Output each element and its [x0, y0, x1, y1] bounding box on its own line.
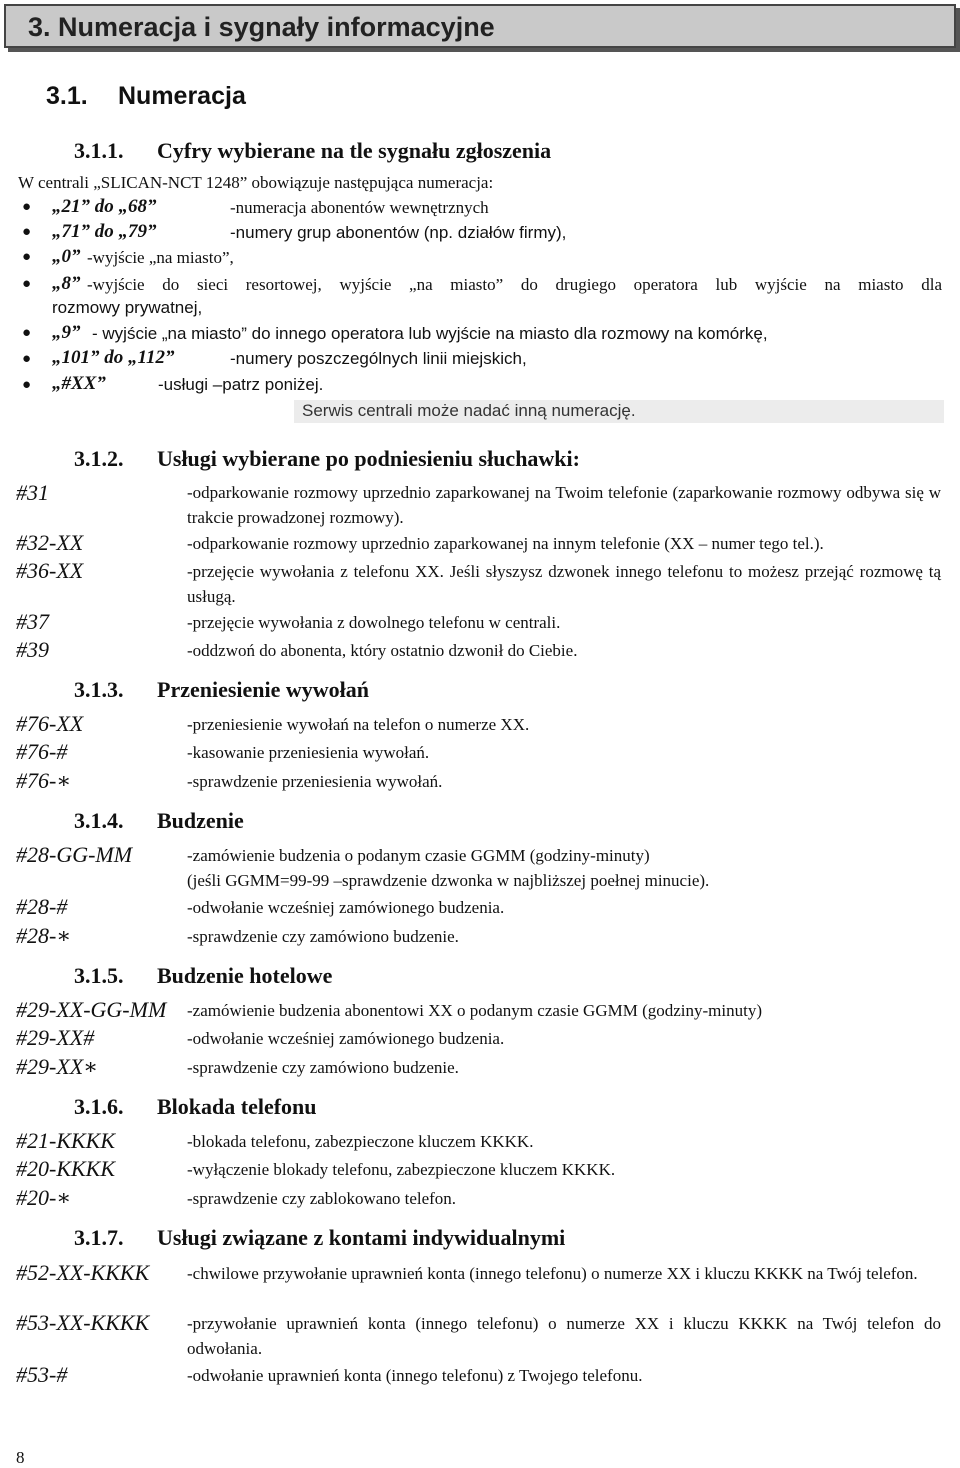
bullet-icon: ●: [22, 377, 32, 393]
service-code: #53-#: [16, 1362, 68, 1387]
bullet-icon: ●: [22, 325, 32, 341]
service-description: -odwołanie wcześniej zamówionego budzenia.: [187, 1029, 505, 1048]
service-description: -sprawdzenie przeniesienia wywołań.: [187, 772, 443, 791]
service-description: -sprawdzenie czy zamówiono budzenie.: [187, 1058, 459, 1077]
bullet-icon: ●: [22, 351, 32, 367]
page-number: 8: [16, 1448, 25, 1467]
service-note: Serwis centrali może nadać inną numerację.: [302, 401, 636, 420]
service-code: #28-#: [16, 894, 68, 919]
service-code: #29-XX#: [16, 1025, 95, 1050]
service-description: -chwilowe przywołanie uprawnień konta (innego telefonu) o numerze XX i kluczu KKKK na Twój telefon.: [187, 1264, 918, 1283]
service-code: #32-XX: [16, 530, 84, 555]
bullet-icon: ●: [22, 276, 32, 292]
service-code: #76-∗: [16, 768, 72, 793]
service-code: #52-XX-KKKK: [16, 1260, 150, 1285]
service-description: -kasowanie przeniesienia wywołań.: [187, 743, 430, 762]
service-code: #36-XX: [16, 558, 84, 583]
subsection-heading-315: [74, 963, 332, 989]
service-description-continued: (jeśli GGMM=99-99 –sprawdzenie dzwonka w najbliższej poełnej minucie).: [187, 871, 710, 890]
numbering-code: „71” do „79”: [52, 221, 157, 242]
subsection-number: 3.1.7.: [74, 1225, 124, 1250]
numbering-text: - wyjście „na miasto” do innego operatora lub wyjście na miasto dla rozmowy na komórkę,: [92, 324, 768, 343]
numbering-text: -numeracja abonentów wewnętrznych: [230, 198, 489, 217]
service-code: #20-KKKK: [16, 1156, 116, 1181]
section-title: Numeracja: [118, 82, 246, 110]
service-description: -odparkowanie rozmowy uprzednio zaparkowanej na innym telefonie (XX – numer tego tel.).: [187, 534, 824, 553]
service-description: -oddzwoń do abonenta, który ostatnio dzwonił do Ciebie.: [187, 641, 578, 660]
service-code: #28-GG-MM: [16, 842, 133, 867]
service-description: -zamówienie budzenia o podanym czasie GGMM (godziny-minuty): [187, 846, 650, 865]
service-code: #76-#: [16, 739, 68, 764]
subsection-number: 3.1.2.: [74, 446, 124, 471]
numbering-intro: W centrali „SLICAN-NCT 1248” obowiązuje następująca numeracja:: [18, 173, 494, 192]
subsection-heading-311: [74, 138, 551, 164]
service-description: -blokada telefonu, zabezpieczone kluczem KKKK.: [187, 1132, 534, 1151]
numbering-text: -usługi –patrz poniżej.: [158, 375, 324, 394]
numbering-code: „21” do „68”: [52, 196, 157, 217]
service-code: #29-XX-GG-MM: [16, 997, 167, 1022]
subsection-heading-316: [74, 1094, 317, 1120]
numbering-text: -wyjście do sieci resortowej, wyjście „na miasto” do drugiego operatora lub wyjście na miasto dla: [87, 275, 942, 294]
service-description: -sprawdzenie czy zamówiono budzenie.: [187, 927, 459, 946]
bullet-icon: ●: [22, 199, 32, 215]
subsection-heading-317: [74, 1225, 565, 1251]
service-code: #39: [16, 637, 49, 662]
service-description: -zamówienie budzenia abonentowi XX o podanym czasie GGMM (godziny-minuty): [187, 1001, 763, 1020]
numbering-code: „101” do „112”: [52, 347, 175, 368]
service-description: -wyłączenie blokady telefonu, zabezpieczone kluczem KKKK.: [187, 1160, 616, 1179]
service-description: -przejęcie wywołania z telefonu XX. Jeśli słyszysz dzwonek innego telefonu to możesz przejąć rozmowę tą usługą.: [187, 562, 941, 606]
subsection-heading-314: [74, 808, 244, 834]
subsection-title: Blokada telefonu: [157, 1094, 317, 1119]
service-description: -przejęcie wywołania z dowolnego telefonu w centrali.: [187, 613, 561, 632]
service-code: #28-∗: [16, 923, 72, 948]
subsection-title: Usługi wybierane po podniesieniu słuchawki:: [157, 446, 580, 471]
service-description: -odparkowanie rozmowy uprzednio zaparkowanej na Twoim telefonie (zaparkowanie rozmowy odbywa się w trakcie prowadzonej rozmowy).: [187, 483, 941, 527]
bullet-icon: ●: [22, 224, 32, 240]
service-description: -przeniesienie wywołań na telefon o numerze XX.: [187, 715, 530, 734]
chapter-banner: [4, 4, 956, 48]
numbering-text: -numery poszczególnych linii miejskich,: [230, 349, 527, 368]
service-code: #53-XX-KKKK: [16, 1310, 150, 1335]
subsection-heading-313: [74, 677, 369, 703]
subsection-title: Cyfry wybierane na tle sygnału zgłoszenia: [157, 138, 552, 163]
subsection-number: 3.1.6.: [74, 1094, 124, 1119]
service-code: #31: [16, 480, 49, 505]
subsection-title: Usługi związane z kontami indywidualnymi: [157, 1225, 566, 1250]
service-code: #21-KKKK: [16, 1128, 116, 1153]
numbering-text: -wyjście „na miasto”,: [87, 248, 234, 267]
service-code: #76-XX: [16, 711, 84, 736]
subsection-title: Budzenie hotelowe: [157, 963, 333, 988]
numbering-code: „#XX”: [52, 373, 106, 394]
subsection-number: 3.1.5.: [74, 963, 124, 988]
service-description: -przywołanie uprawnień konta (innego telefonu) o numerze XX i kluczu KKKK na Twój telefon do odwołania.: [187, 1314, 941, 1358]
numbering-code: „0”: [52, 246, 81, 267]
section-heading: [46, 82, 246, 111]
subsection-number: 3.1.1.: [74, 138, 124, 163]
numbering-text: -numery grup abonentów (np. działów firmy),: [230, 223, 567, 242]
subsection-number: 3.1.3.: [74, 677, 124, 702]
numbering-code: „9”: [52, 322, 81, 343]
bullet-icon: ●: [22, 249, 32, 265]
numbering-text-continued: rozmowy prywatnej,: [52, 298, 203, 317]
subsection-number: 3.1.4.: [74, 808, 124, 833]
section-number: 3.1.: [46, 82, 88, 110]
service-description: -odwołanie wcześniej zamówionego budzenia.: [187, 898, 505, 917]
service-description: -sprawdzenie czy zablokowano telefon.: [187, 1189, 457, 1208]
service-code: #29-XX∗: [16, 1054, 99, 1079]
service-description: -odwołanie uprawnień konta (innego telefonu) z Twojego telefonu.: [187, 1366, 643, 1385]
numbering-code: „8”: [52, 273, 81, 294]
chapter-title: 3. Numeracja i sygnały informacyjne: [28, 12, 495, 42]
service-code: #37: [16, 609, 49, 634]
subsection-title: Przeniesienie wywołań: [157, 677, 370, 702]
subsection-heading-312: [74, 446, 580, 472]
subsection-title: Budzenie: [157, 808, 244, 833]
service-code: #20-∗: [16, 1185, 72, 1210]
